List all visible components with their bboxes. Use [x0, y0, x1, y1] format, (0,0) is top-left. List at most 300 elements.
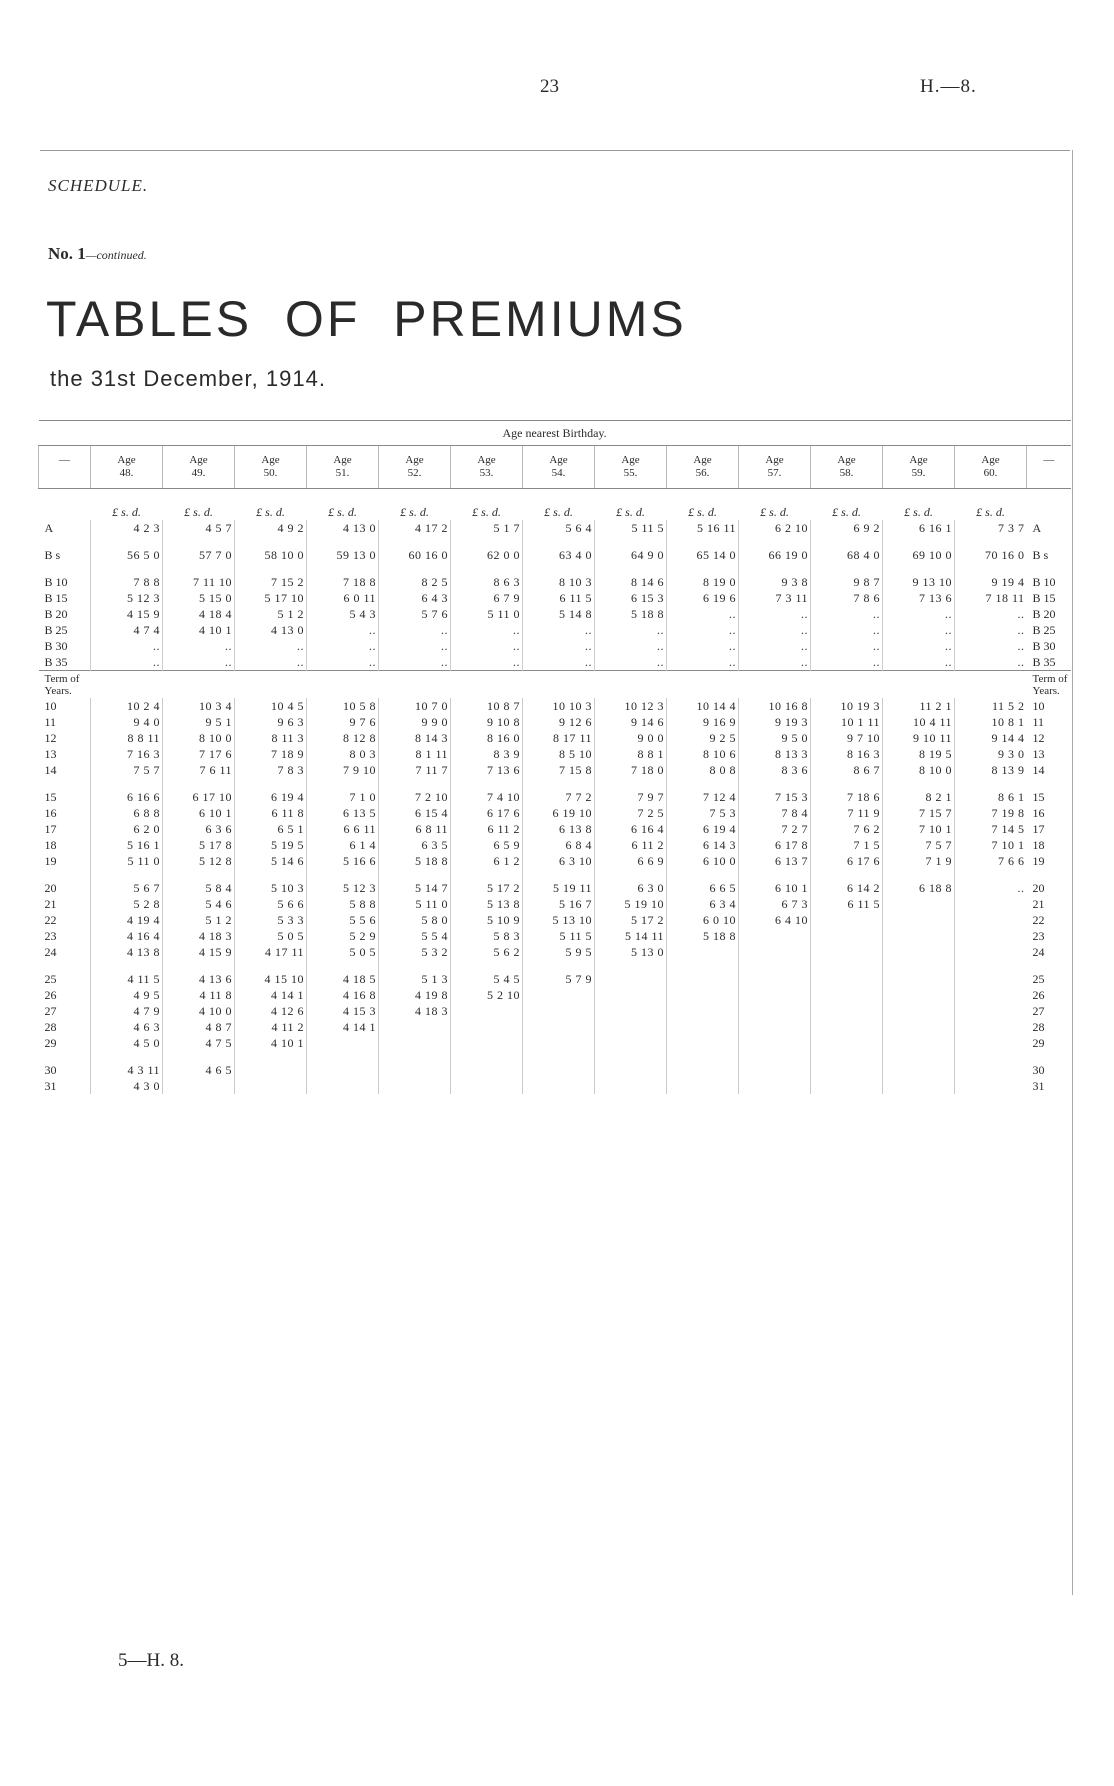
premium-cell: ..: [883, 654, 955, 671]
table-row: [39, 805, 1071, 821]
row-label-right: 12: [1032, 731, 1045, 745]
premium-cell: 4 14 1: [307, 1019, 379, 1035]
age-header: Age 52.: [379, 446, 451, 489]
premium-cell: 6 11 8: [235, 805, 307, 821]
premium-cell: 8 11 3: [235, 730, 307, 746]
row-label-right: B 25: [1032, 623, 1056, 637]
premium-cell: 8 6 7: [811, 762, 883, 778]
premium-cell: 6 7 9: [451, 590, 523, 606]
premium-cell: 6 11 5: [811, 896, 883, 912]
premium-cell: [811, 1003, 883, 1019]
row-label: 30: [44, 1063, 57, 1077]
premium-cell: 4 11 2: [235, 1019, 307, 1035]
units-label: £ s. d.: [904, 505, 933, 519]
premium-cell: [955, 928, 1027, 944]
premium-cell: 10 8 7: [451, 698, 523, 714]
premium-cell: [955, 1035, 1027, 1051]
row-label: 23: [44, 929, 57, 943]
premium-cell: 5 12 3: [91, 590, 163, 606]
premium-cell: [883, 1019, 955, 1035]
premium-cell: [595, 1035, 667, 1051]
table-row: [39, 536, 1071, 563]
premium-cell: 4 6 5: [163, 1051, 235, 1078]
premium-cell: [739, 960, 811, 987]
premium-cell: 10 4 11: [883, 714, 955, 730]
premium-cell: [451, 1035, 523, 1051]
premium-cell: 7 6 2: [811, 821, 883, 837]
premium-cell: 5 8 3: [451, 928, 523, 944]
row-label-right: 26: [1032, 988, 1045, 1002]
premium-cell: 6 1 2: [451, 853, 523, 869]
premium-cell: 7 10 1: [955, 837, 1027, 853]
premium-cell: 7 11 10: [163, 563, 235, 590]
premium-cell: 5 7 9: [523, 960, 595, 987]
premium-cell: 8 2 1: [883, 778, 955, 805]
premium-cell: ..: [883, 606, 955, 622]
premium-cell: 64 9 0: [595, 536, 667, 563]
premium-cell: 6 10 0: [667, 853, 739, 869]
premium-cell: 7 16 3: [91, 746, 163, 762]
premium-cell: ..: [451, 622, 523, 638]
term-header-spacer: [667, 671, 739, 699]
premium-cell: 8 17 11: [523, 730, 595, 746]
row-label-right: 29: [1032, 1036, 1045, 1050]
premium-cell: 6 6 5: [667, 869, 739, 896]
premium-cell: 7 8 4: [739, 805, 811, 821]
premium-cell: 6 13 7: [739, 853, 811, 869]
units-label: £ s. d.: [760, 505, 789, 519]
age-header: Age 50.: [235, 446, 307, 489]
premium-cell: 8 19 5: [883, 746, 955, 762]
row-label: A: [44, 521, 54, 535]
premium-cell: 7 5 7: [91, 762, 163, 778]
term-header-spacer: [883, 671, 955, 699]
premium-cell: [667, 1078, 739, 1094]
premium-cell: ..: [955, 622, 1027, 638]
premium-cell: 5 5 4: [379, 928, 451, 944]
premium-cell: 8 10 3: [523, 563, 595, 590]
table-banner: Age nearest Birthday.: [39, 421, 1071, 446]
table-row: [39, 869, 1071, 896]
age-header: Age 57.: [739, 446, 811, 489]
premium-cell: 8 10 6: [667, 746, 739, 762]
premium-cell: 8 19 0: [667, 563, 739, 590]
premium-cell: 5 18 8: [595, 606, 667, 622]
premium-cell: 7 15 8: [523, 762, 595, 778]
premium-cell: 8 14 3: [379, 730, 451, 746]
premium-cell: ..: [955, 638, 1027, 654]
premium-cell: ..: [379, 638, 451, 654]
premium-cell: [667, 944, 739, 960]
premium-cell: 7 2 7: [739, 821, 811, 837]
premium-cell: 6 16 6: [91, 778, 163, 805]
premium-cell: 7 11 9: [811, 805, 883, 821]
premium-cell: 5 18 8: [667, 928, 739, 944]
premium-cell: 7 1 9: [883, 853, 955, 869]
premium-cell: ..: [811, 638, 883, 654]
premium-cell: 62 0 0: [451, 536, 523, 563]
premium-cell: 11 2 1: [883, 698, 955, 714]
premium-cell: ..: [739, 622, 811, 638]
premium-cell: 5 15 0: [163, 590, 235, 606]
row-label-right: 23: [1032, 929, 1045, 943]
premium-cell: [811, 1051, 883, 1078]
table-row: [39, 654, 1071, 671]
premium-cell: 8 14 6: [595, 563, 667, 590]
premium-cell: 7 1 5: [811, 837, 883, 853]
premium-cell: 4 17 11: [235, 944, 307, 960]
premium-cell: 5 16 6: [307, 853, 379, 869]
premium-cell: 10 5 8: [307, 698, 379, 714]
premium-cell: 4 11 5: [91, 960, 163, 987]
table-row: [39, 896, 1071, 912]
premium-cell: 5 6 4: [523, 520, 595, 536]
premium-cell: ..: [955, 869, 1027, 896]
premium-cell: [883, 1003, 955, 1019]
premium-cell: 8 0 3: [307, 746, 379, 762]
premium-cell: 4 15 9: [91, 606, 163, 622]
premium-cell: [667, 1019, 739, 1035]
premium-cell: [955, 896, 1027, 912]
premium-cell: [811, 1035, 883, 1051]
premium-cell: [811, 928, 883, 944]
row-label-right: B 15: [1032, 591, 1056, 605]
schedule-label: SCHEDULE.: [48, 176, 149, 195]
table-row: [39, 960, 1071, 987]
premium-cell: [523, 1003, 595, 1019]
premium-cell: 6 3 0: [595, 869, 667, 896]
row-label-right: 27: [1032, 1004, 1045, 1018]
premium-cell: 5 17 10: [235, 590, 307, 606]
row-label: 10: [44, 699, 57, 713]
premium-cell: [883, 1078, 955, 1094]
units-label: £ s. d.: [112, 505, 141, 519]
premium-cell: 4 15 10: [235, 960, 307, 987]
premium-cell: 6 6 11: [307, 821, 379, 837]
premium-cell: 5 0 5: [235, 928, 307, 944]
right-rule: [1072, 150, 1073, 1595]
table-row: [39, 944, 1071, 960]
premium-cell: 5 3 3: [235, 912, 307, 928]
premium-cell: 9 19 4: [955, 563, 1027, 590]
premium-cell: 7 13 6: [451, 762, 523, 778]
premium-cell: 5 13 0: [595, 944, 667, 960]
row-label: B 30: [44, 639, 68, 653]
premium-cell: ..: [811, 622, 883, 638]
premium-cell: 5 8 8: [307, 896, 379, 912]
premium-cell: 4 8 7: [163, 1019, 235, 1035]
row-label: 14: [44, 763, 57, 777]
age-header-row: [39, 446, 1071, 489]
term-header-spacer: [595, 671, 667, 699]
table-number: [48, 244, 147, 264]
premium-cell: 5 6 7: [91, 869, 163, 896]
premium-cell: ..: [595, 638, 667, 654]
premium-cell: 10 16 8: [739, 698, 811, 714]
premium-cell: 7 8 8: [91, 563, 163, 590]
row-label: 28: [44, 1020, 57, 1034]
premium-cell: 4 11 8: [163, 987, 235, 1003]
premium-cell: 7 15 2: [235, 563, 307, 590]
premium-cell: [739, 1051, 811, 1078]
premium-cell: 10 2 4: [91, 698, 163, 714]
premium-cell: 9 0 0: [595, 730, 667, 746]
premium-cell: 6 3 5: [379, 837, 451, 853]
premium-cell: 5 16 7: [523, 896, 595, 912]
premium-cell: 7 14 5: [955, 821, 1027, 837]
premium-cell: ..: [739, 654, 811, 671]
table-row: [39, 622, 1071, 638]
row-label-right: 15: [1032, 790, 1045, 804]
premium-cell: 7 2 10: [379, 778, 451, 805]
premium-cell: 9 6 3: [235, 714, 307, 730]
premium-cell: 4 19 4: [91, 912, 163, 928]
row-label: 25: [44, 972, 57, 986]
premium-cell: 7 18 8: [307, 563, 379, 590]
premium-cell: 7 19 8: [955, 805, 1027, 821]
premium-cell: [955, 987, 1027, 1003]
premium-cell: 7 5 3: [667, 805, 739, 821]
row-label-right: 10: [1032, 699, 1045, 713]
premium-cell: 6 10 1: [163, 805, 235, 821]
premium-cell: [811, 987, 883, 1003]
premium-cell: 7 9 10: [307, 762, 379, 778]
premium-cell: 7 7 2: [523, 778, 595, 805]
premium-cell: ..: [883, 622, 955, 638]
premium-cell: 7 8 6: [811, 590, 883, 606]
premium-cell: 5 17 8: [163, 837, 235, 853]
premium-cell: 6 8 4: [523, 837, 595, 853]
term-header-row: [39, 671, 1071, 699]
units-label: £ s. d.: [328, 505, 357, 519]
premium-cell: ..: [667, 622, 739, 638]
premium-cell: 6 3 4: [667, 896, 739, 912]
page-footer: 5—H. 8.: [118, 1650, 184, 1671]
row-label: 13: [44, 747, 57, 761]
premium-cell: 9 7 10: [811, 730, 883, 746]
premium-cell: 5 7 6: [379, 606, 451, 622]
premium-cell: 5 19 11: [523, 869, 595, 896]
premium-cell: 5 16 1: [91, 837, 163, 853]
premium-cell: 4 10 1: [163, 622, 235, 638]
premium-cell: 6 0 10: [667, 912, 739, 928]
premium-cell: 6 2 10: [739, 520, 811, 536]
age-header: Age 55.: [595, 446, 667, 489]
premium-cell: 6 18 8: [883, 869, 955, 896]
row-label: 29: [44, 1036, 57, 1050]
premium-cell: 5 18 8: [379, 853, 451, 869]
term-header-spacer: [811, 671, 883, 699]
premium-cell: ..: [451, 654, 523, 671]
premium-cell: [739, 928, 811, 944]
premium-cell: [739, 987, 811, 1003]
table-row: [39, 928, 1071, 944]
premium-cell: 63 4 0: [523, 536, 595, 563]
premium-cell: [235, 1051, 307, 1078]
premium-cell: 66 19 0: [739, 536, 811, 563]
premium-cell: 7 5 7: [883, 837, 955, 853]
term-header-spacer: [955, 671, 1027, 699]
premium-cell: 9 3 0: [955, 746, 1027, 762]
table-number-suffix: —continued.: [85, 248, 147, 262]
premium-cell: [667, 1051, 739, 1078]
premium-cell: ..: [595, 654, 667, 671]
premium-cell: ..: [883, 638, 955, 654]
premium-cell: 5 13 8: [451, 896, 523, 912]
premium-cell: 7 12 4: [667, 778, 739, 805]
premium-cell: 6 4 3: [379, 590, 451, 606]
premium-cell: [955, 960, 1027, 987]
premium-cell: 4 6 3: [91, 1019, 163, 1035]
premium-cell: 5 2 8: [91, 896, 163, 912]
term-header-spacer: [379, 671, 451, 699]
premium-cell: 4 7 4: [91, 622, 163, 638]
premium-cell: 9 10 8: [451, 714, 523, 730]
units-spacer-right: [1027, 489, 1071, 521]
premium-cell: [739, 1003, 811, 1019]
premium-cell: [307, 1078, 379, 1094]
table-row: [39, 698, 1071, 714]
premium-cell: 4 15 9: [163, 944, 235, 960]
premium-cell: [595, 960, 667, 987]
row-label-right: 18: [1032, 838, 1045, 852]
row-label: 31: [44, 1079, 57, 1093]
premium-cell: 6 17 6: [451, 805, 523, 821]
premium-cell: 5 10 3: [235, 869, 307, 896]
premium-cell: 10 19 3: [811, 698, 883, 714]
premium-cell: [739, 1078, 811, 1094]
premium-cell: 4 18 3: [163, 928, 235, 944]
term-header-spacer: [451, 671, 523, 699]
premium-cell: ..: [379, 654, 451, 671]
premium-cell: [955, 944, 1027, 960]
age-header: Age 51.: [307, 446, 379, 489]
row-label-right: 19: [1032, 854, 1045, 868]
premium-cell: 69 10 0: [883, 536, 955, 563]
premium-cell: [883, 987, 955, 1003]
row-label: 19: [44, 854, 57, 868]
premium-cell: ..: [523, 638, 595, 654]
units-label: £ s. d.: [256, 505, 285, 519]
age-header: Age 48.: [91, 446, 163, 489]
premium-cell: ..: [163, 654, 235, 671]
premium-cell: ..: [739, 638, 811, 654]
premium-cell: 5 14 8: [523, 606, 595, 622]
premium-cell: [235, 1078, 307, 1094]
premium-cell: [739, 1035, 811, 1051]
premium-cell: [523, 1078, 595, 1094]
premium-cell: ..: [307, 638, 379, 654]
row-label: 26: [44, 988, 57, 1002]
premium-cell: 4 3 0: [91, 1078, 163, 1094]
premium-cell: ..: [163, 638, 235, 654]
premium-cell: 6 19 6: [667, 590, 739, 606]
premium-cell: 5 1 2: [163, 912, 235, 928]
premium-cell: 7 4 10: [451, 778, 523, 805]
units-label: £ s. d.: [832, 505, 861, 519]
premium-cell: [595, 1051, 667, 1078]
premium-cell: 4 9 2: [235, 520, 307, 536]
row-label: B 10: [44, 575, 68, 589]
premium-cell: 7 18 11: [955, 590, 1027, 606]
premium-cell: 5 11 5: [523, 928, 595, 944]
premium-cell: 7 15 7: [883, 805, 955, 821]
premium-cell: 9 4 0: [91, 714, 163, 730]
premium-cell: 9 5 0: [739, 730, 811, 746]
premium-cell: 7 9 7: [595, 778, 667, 805]
premium-cell: 56 5 0: [91, 536, 163, 563]
row-label-right: 22: [1032, 913, 1045, 927]
premium-cell: 4 10 0: [163, 1003, 235, 1019]
header-dash-left: —: [39, 446, 91, 489]
premium-cell: [523, 987, 595, 1003]
premium-cell: 4 18 4: [163, 606, 235, 622]
premium-cell: 4 13 8: [91, 944, 163, 960]
units-label: £ s. d.: [472, 505, 501, 519]
premium-cell: 5 14 7: [379, 869, 451, 896]
premium-cell: [379, 1019, 451, 1035]
premium-cell: 5 13 10: [523, 912, 595, 928]
premium-cell: 7 13 6: [883, 590, 955, 606]
premium-cell: ..: [523, 654, 595, 671]
premium-cell: 5 4 3: [307, 606, 379, 622]
premium-cell: 6 2 0: [91, 821, 163, 837]
age-header: Age 58.: [811, 446, 883, 489]
premium-cell: 4 14 1: [235, 987, 307, 1003]
premium-cell: 9 3 8: [739, 563, 811, 590]
table-row: [39, 837, 1071, 853]
units-label: £ s. d.: [400, 505, 429, 519]
premium-cell: 6 5 9: [451, 837, 523, 853]
premium-cell: 6 4 10: [739, 912, 811, 928]
units-label: £ s. d.: [976, 505, 1005, 519]
table-row: [39, 730, 1071, 746]
premium-cell: 5 6 6: [235, 896, 307, 912]
premium-cell: 6 16 4: [595, 821, 667, 837]
premium-cell: 4 15 3: [307, 1003, 379, 1019]
premium-cell: [523, 1019, 595, 1035]
premium-cell: 6 9 2: [811, 520, 883, 536]
premium-cell: 6 15 4: [379, 805, 451, 821]
premium-cell: [811, 960, 883, 987]
top-rule: [40, 150, 1070, 151]
premium-cell: [811, 1078, 883, 1094]
premium-cell: 9 12 6: [523, 714, 595, 730]
premium-cell: [883, 1035, 955, 1051]
row-label-right: 16: [1032, 806, 1045, 820]
premium-cell: 5 9 5: [523, 944, 595, 960]
premium-cell: 8 6 1: [955, 778, 1027, 805]
table-row: [39, 563, 1071, 590]
premium-cell: 8 13 3: [739, 746, 811, 762]
row-label-right: B 20: [1032, 607, 1056, 621]
premium-cell: 8 8 11: [91, 730, 163, 746]
table-row: [39, 520, 1071, 536]
premium-cell: [739, 1019, 811, 1035]
premium-cell: [595, 1003, 667, 1019]
premium-cell: 8 10 0: [883, 762, 955, 778]
row-label: 21: [44, 897, 57, 911]
premium-cell: 6 10 1: [739, 869, 811, 896]
premium-cell: 5 11 0: [379, 896, 451, 912]
premium-cell: 4 3 11: [91, 1051, 163, 1078]
premium-cell: [667, 987, 739, 1003]
premium-cell: [595, 1019, 667, 1035]
premium-cell: [883, 896, 955, 912]
term-of-years-label-right: Term of Years.: [1027, 671, 1071, 699]
row-label: 16: [44, 806, 57, 820]
age-header: Age 56.: [667, 446, 739, 489]
